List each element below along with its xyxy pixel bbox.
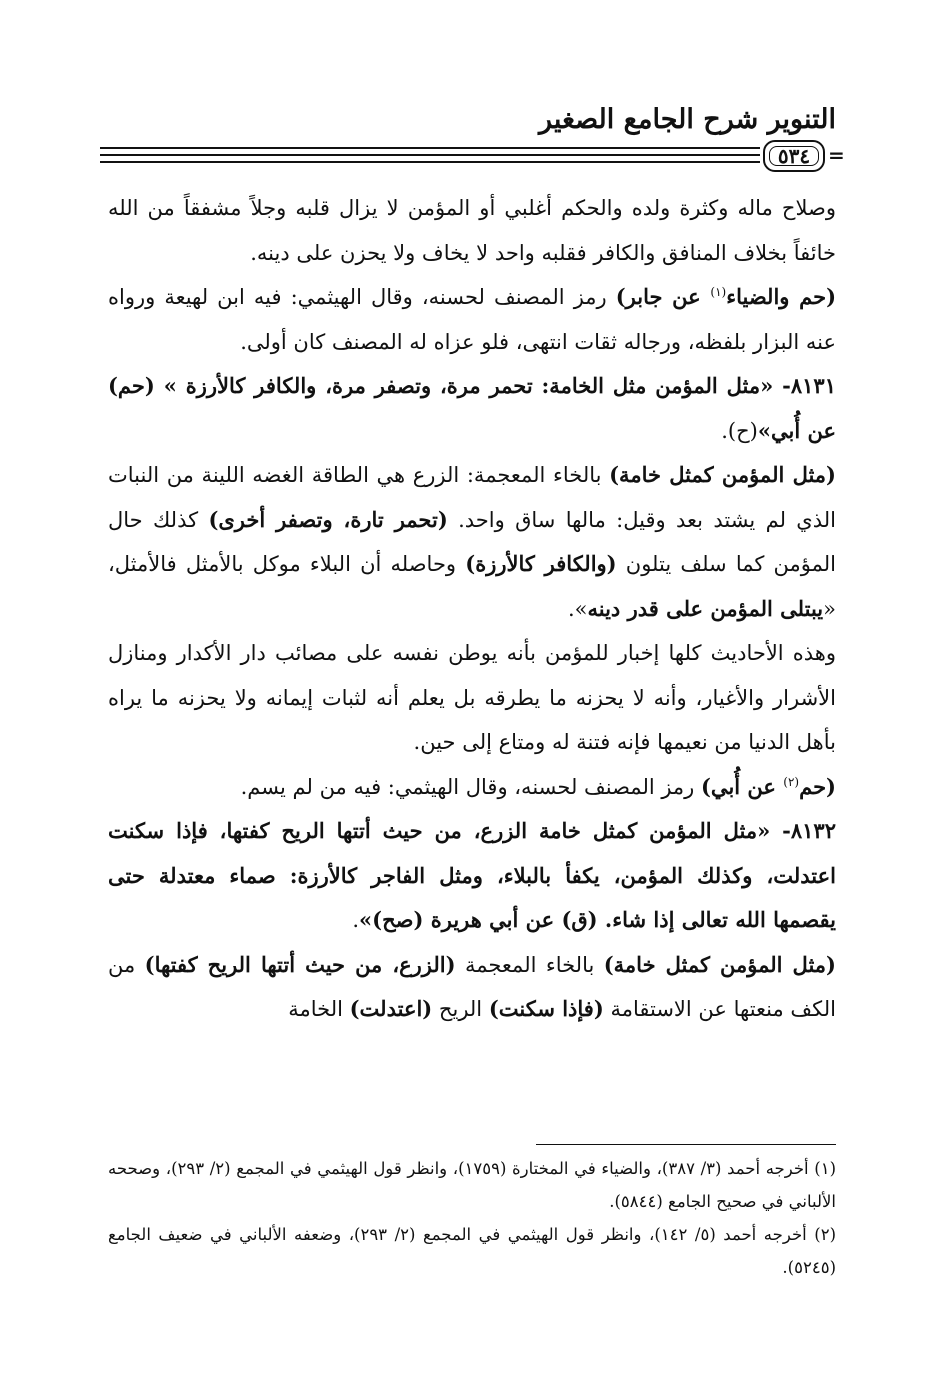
source-bold: عن جابر)	[615, 284, 711, 309]
running-header-title: التنوير شرح الجامع الصغير	[539, 104, 836, 135]
hadith-text: ٨١٣١- «مثل المؤمن مثل الخامة: تحمر مرة، وتصفر مرة، والكافر كالأرزة » (حم) عن أُبي»	[108, 373, 836, 443]
source-bold: (حم	[799, 773, 836, 799]
paragraph-text: الخامة	[288, 997, 350, 1021]
paragraph-5	[108, 765, 836, 810]
quote-bold: (اعتدلت)	[349, 996, 433, 1021]
paragraph-text: رمز المصنف لحسنه، وقال الهيثمي: فيه ابن لهيعة ورواه عنه البزار بلفظه، ورجاله ثقات انتهى، فلو عزاه له المصنف كان أولى.	[108, 285, 836, 354]
quote-bold: (مثل المؤمن كمثل خامة)	[603, 951, 836, 977]
paragraph-text: .	[352, 908, 360, 932]
quote-bold: (مثل المؤمن كمثل خامة)	[609, 462, 836, 487]
paragraph-6	[108, 943, 836, 1032]
paragraph-4: وهذه الأحاديث كلها إخبار للمؤمن بأنه يوطن نفسه على مصائب دار الأكدار ومنازل الأشرار والأغيار، وأنه لا يحزنه ما يطرقه بل يعلم أنه لثبات إيمانه ولا يحزنه ما يراه بأهل الدنيا من نعيمها فإنه فتنة له ومتاع إلى حين.	[108, 641, 836, 754]
paragraph-text: ».	[567, 596, 588, 621]
hadith-8131	[108, 364, 836, 453]
source-bold: (حم والضياء	[726, 284, 837, 309]
footnote-ref-2: (٢)	[783, 774, 800, 789]
paragraph-text: من الكف منعتها عن الاستقامة	[108, 952, 836, 1021]
paragraph-text: رمز المصنف لحسنه، وقال الهيثمي: فيه من لم يسم.	[240, 774, 701, 799]
hadith-text: ٨١٣٢- «مثل المؤمن كمثل خامة الزرع، من حيث أتتها الريح كفتها، فإذا سكنت اعتدلت، وكذلك المؤمن، يكفأ بالبلاء، ومثل الفاجر كالأرزة: صماء معتدلة حتى يقصمها الله تعالى إذا شاء. (ق) عن أبي هريرة (صح)»	[108, 818, 836, 932]
quote-bold: (والكافر كالأرزة)	[465, 551, 617, 576]
footnote-ref-1: (١)	[710, 285, 727, 299]
paragraph-text: بالخاء المعجمة	[455, 952, 604, 977]
quote-bold: (تحمر تارة، وتصفر أخرى)	[208, 506, 448, 532]
paragraph-text: الريح	[432, 997, 489, 1021]
grade-mark: (ح).	[721, 418, 758, 443]
header-rule-top	[100, 147, 760, 149]
quote-bold: (الزرع، من حيث أتتها الريح كفتها)	[144, 951, 456, 977]
source-bold: عن أُبي)	[701, 773, 784, 799]
footnotes	[108, 1152, 836, 1284]
page-number: ٥٣٤	[777, 144, 811, 168]
header-rule-bottom	[100, 161, 760, 163]
paragraph-1: وصلاح ماله وكثرة ولده والحكم أغلبي أو المؤمن لا يزال قلبه وجلاً مشفقاً من الله خائفاً بخلاف المنافق والكافر فقلبه واحد لا يخاف ولا يحزن على دينه.	[108, 196, 836, 265]
footnote-2: (٢) أخرجه أحمد (٥/ ١٤٢)، وانظر قول الهيثمي في المجمع (٢/ ٢٩٣)، وضعفه الألباني في ضعيف الجامع (٥٢٤٥).	[108, 1225, 836, 1277]
paragraph-text: كذلك حال المؤمن كما سلف يتلون	[108, 507, 837, 576]
page-number-dash: =	[828, 143, 845, 167]
paragraph-text: بالخاء المعجمة: الزرع هي الطاقة الغضه اللينة من النبات الذي لم يشتد بعد وقيل: مالها ساق واحد.	[108, 463, 837, 532]
body-text	[108, 186, 836, 1032]
footnote-1: (١) أخرجه أحمد (٣/ ٣٨٧)، والضياء في المختارة (١٧٥٩)، وانظر قول الهيثمي في المجمع (٢/ ٢٩٣)، وصححه الألباني في صحيح الجامع (٥٨٤٤).	[108, 1159, 836, 1211]
paragraph-3	[108, 453, 836, 631]
quote-bold: يبتلى المؤمن على قدر دينه	[587, 595, 824, 621]
hadith-8132	[108, 809, 836, 943]
paragraph-text: وحاصله أن البلاء موكل بالأمثل فالأمثل، «	[108, 552, 836, 621]
footnote-separator	[536, 1144, 836, 1145]
paragraph-2	[108, 275, 836, 364]
page-number-box	[763, 140, 825, 172]
header-rule-middle	[100, 154, 760, 156]
quote-bold: (فإذا سكنت)	[488, 996, 604, 1021]
